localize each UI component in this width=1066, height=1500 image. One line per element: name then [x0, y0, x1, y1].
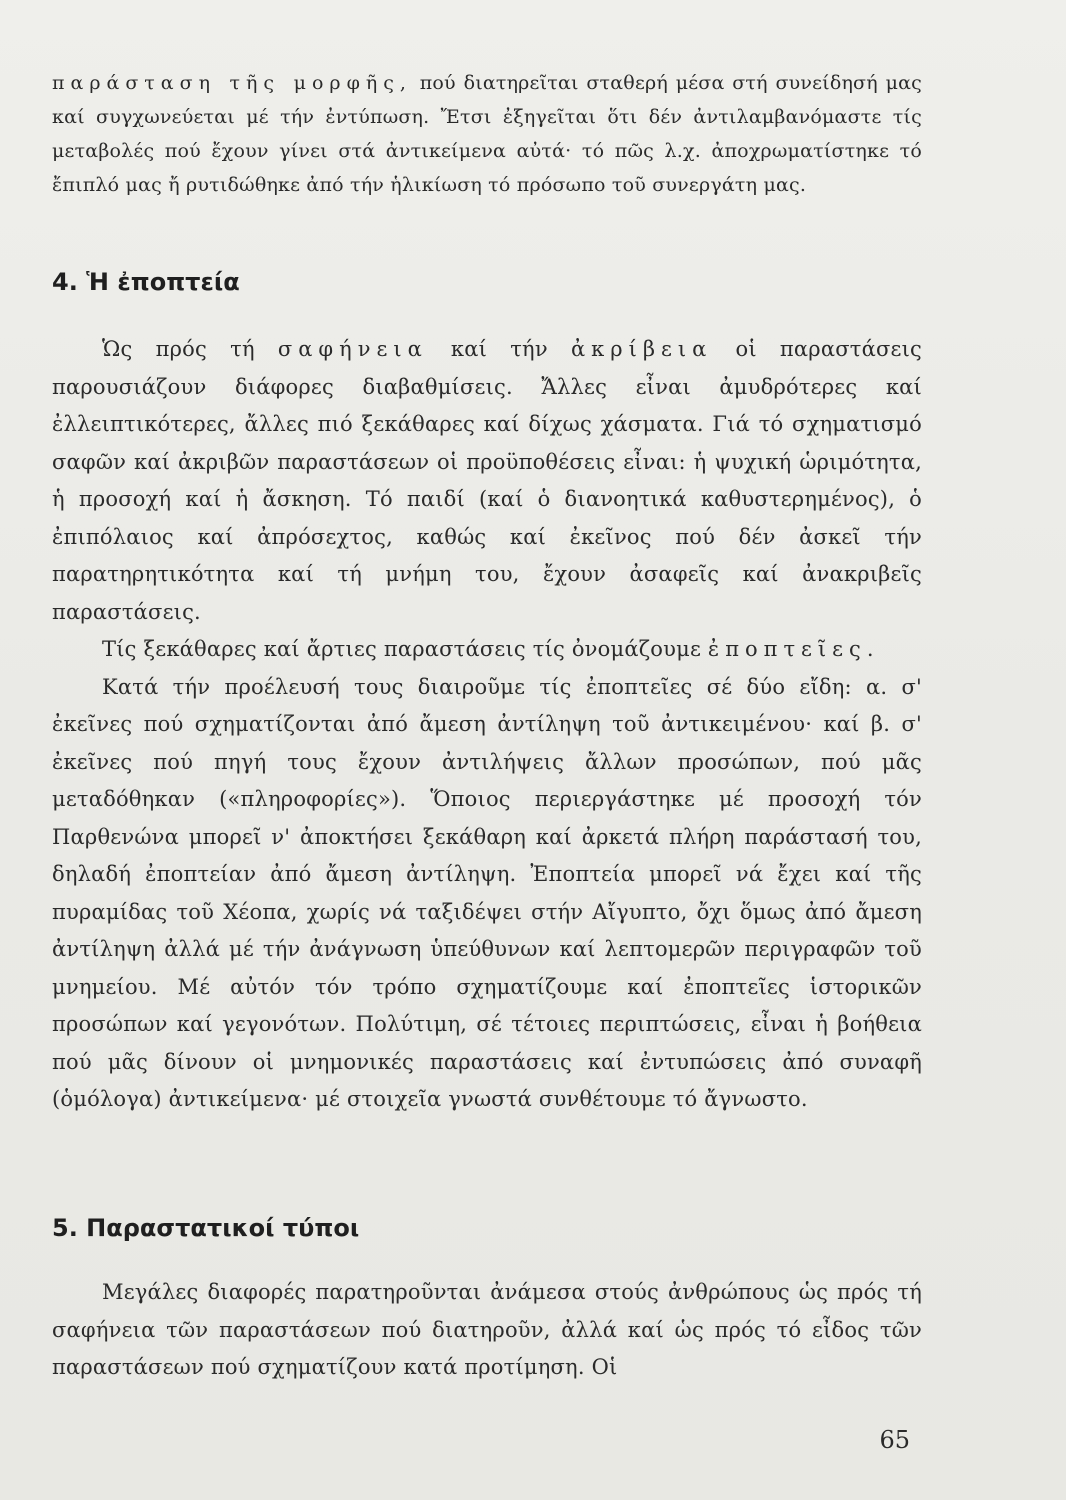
- text-run: .: [866, 637, 874, 661]
- text-run: καί τήν: [427, 337, 571, 361]
- text-run: οἱ παραστάσεις παρουσιάζουν διάφορες διαβαθμίσεις. Ἄλλες εἶναι ἀμυδρότερες καί ἐλλειπτικότερες, ἄλλες πιό ξεκάθαρες καί δίχως χάσματα. Γιά τό σχηματισμό σαφῶν καί ἀκριβῶν παραστάσεων οἱ προϋποθέσεις εἶναι: ἡ ψυχική ὡριμότητα, ἡ προσοχή καί ἡ ἄσκηση. Τό παιδί (καί ὁ διανοητικά καθυστερημένος), ὁ ἐπιπόλαιος καί ἀπρόσεχτος, καθώς καί ἐκεῖνος πού δέν ἀσκεῖ τήν παρατηρητικότητα καί τή μνήμη του, ἔχουν ἀσαφεῖς καί ἀνακριβεῖς παραστάσεις.: [52, 337, 922, 624]
- page-number: 65: [879, 1426, 910, 1454]
- section-5-heading: 5. Παραστατικοί τύποι: [52, 1214, 360, 1242]
- section-4-paragraph-2: [52, 631, 922, 669]
- intro-text: πού διατηρεῖται σταθερή μέσα στή συνείδησή μας καί συγχωνεύεται μέ τήν ἐντύπωση. Ἔτσι ἐξηγεῖται ὅτι δέν ἀντιλαμβανόμαστε τίς μεταβολές πού ἔχουν γίνει στά ἀντικείμενα αὐτά· τό πῶς λ.χ. ἀποχρωματίστηκε τό ἔπιπλό μας ἤ ρυτιδώθηκε ἀπό τήν ἡλικίωση τό πρόσωπο τοῦ συνεργάτη μας.: [52, 72, 922, 196]
- section-4-body: [52, 331, 922, 1119]
- spaced-term-intuitions: ἐποπτεῖες: [707, 637, 867, 661]
- section-4-paragraph-1: [52, 331, 922, 631]
- section-5-body: [52, 1274, 922, 1387]
- spaced-term-clarity: σαφήνεια: [277, 337, 428, 361]
- section-5-paragraph-1: Μεγάλες διαφορές παρατηροῦνται ἀνάμεσα στούς ἀνθρώπους ὡς πρός τή σαφήνεια τῶν παραστάσεων πού διατηροῦν, ἀλλά καί ὡς πρός τό εἶδος τῶν παραστάσεων πού σχηματίζουν κατά προτίμηση. Οἱ: [52, 1280, 922, 1379]
- section-4-heading: 4. Ἡ ἐποπτεία: [52, 268, 240, 296]
- spaced-term-accuracy: ἀκρίβεια: [570, 337, 713, 361]
- text-run: Ὡς πρός τή: [102, 337, 278, 361]
- intro-paragraph: [52, 66, 922, 202]
- intro-spaced-term: παράσταση τῆς μορφῆς,: [52, 72, 412, 94]
- section-4-paragraph-3: Κατά τήν προέλευσή τους διαιροῦμε τίς ἐποπτεῖες σέ δύο εἴδη: α. σ' ἐκεῖνες πού σχηματίζονται ἀπό ἄμεση ἀντίληψη τοῦ ἀντικειμένου· καί β. σ' ἐκεῖνες πού πηγή τους ἔχουν ἀντιλήψεις ἄλλων προσώπων, πού μᾶς μεταδόθηκαν («πληροφορίες»). Ὅποιος περιεργάστηκε μέ προσοχή τόν Παρθενώνα μπορεῖ ν' ἀποκτήσει ξεκάθαρη καί ἀρκετά πλήρη παράστασή του, δηλαδή ἐποπτείαν ἀπό ἄμεση ἀντίληψη. Ἐποπτεία μπορεῖ νά ἔχει καί τῆς πυραμίδας τοῦ Χέοπα, χωρίς νά ταξιδέψει στήν Αἴγυπτο, ὄχι ὅμως ἀπό ἄμεση ἀντίληψη ἀλλά μέ τήν ἀνάγνωση ὑπεύθυνων καί λεπτομερῶν περιγραφῶν τοῦ μνημείου. Μέ αὐτόν τόν τρόπο σχηματίζουμε καί ἐποπτεῖες ἱστορικῶν προσώπων καί γεγονότων. Πολύτιμη, σέ τέτοιες περιπτώσεις, εἶναι ἡ βοήθεια πού μᾶς δίνουν οἱ μνημονικές παραστάσεις καί ἐντυπώσεις ἀπό συναφῆ (ὁμόλογα) ἀντικείμενα· μέ στοιχεῖα γνωστά συνθέτουμε τό ἄγνωστο.: [52, 674, 922, 1111]
- text-run: Τίς ξεκάθαρες καί ἄρτιες παραστάσεις τίς ὀνομάζουμε: [102, 637, 708, 661]
